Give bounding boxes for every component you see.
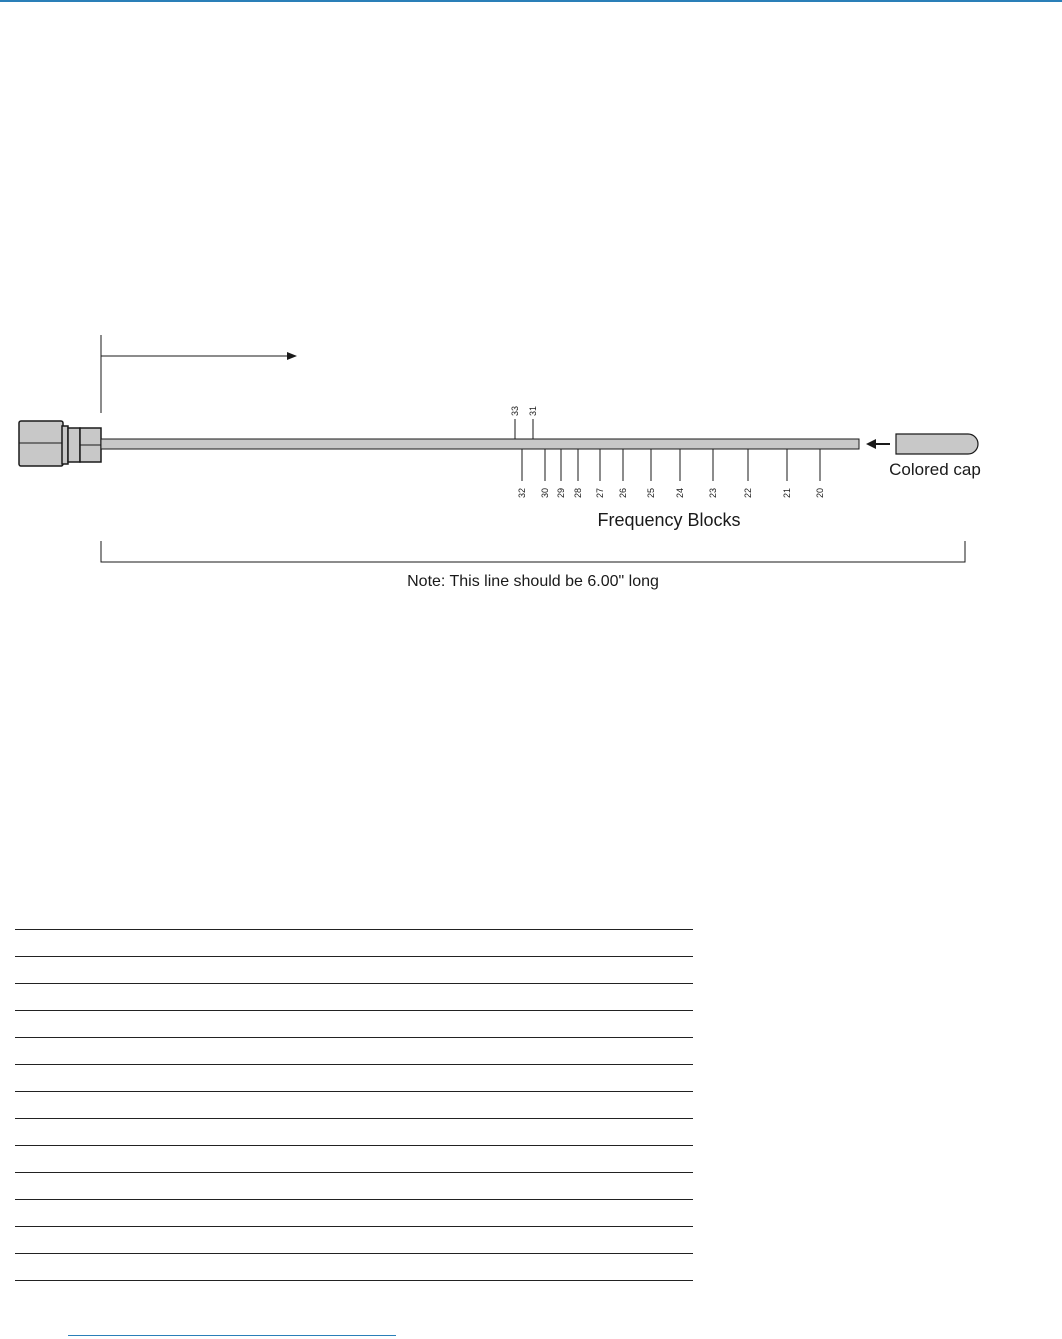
lower-tick-label: 21 bbox=[782, 487, 792, 498]
lower-tick-label: 30 bbox=[540, 487, 550, 498]
lower-tick-label: 23 bbox=[708, 487, 718, 498]
blank-line bbox=[15, 1172, 693, 1199]
blank-line bbox=[15, 1199, 693, 1226]
arrow-head-icon bbox=[866, 439, 876, 449]
antenna-rod bbox=[101, 439, 859, 449]
blank-line bbox=[15, 956, 693, 983]
lower-tick-label: 27 bbox=[595, 487, 605, 498]
upper-tick-label: 33 bbox=[510, 405, 520, 416]
lower-tick-label: 25 bbox=[646, 487, 656, 498]
length-note: Note: This line should be 6.00" long bbox=[407, 573, 659, 590]
connector-body bbox=[19, 421, 101, 466]
length-bracket bbox=[101, 541, 965, 562]
blank-lines bbox=[15, 929, 693, 1281]
blank-line bbox=[15, 1280, 693, 1281]
blank-line bbox=[15, 1253, 693, 1280]
blank-line bbox=[15, 1226, 693, 1253]
lower-tick-label: 22 bbox=[743, 487, 753, 498]
lower-tick-label: 20 bbox=[815, 487, 825, 498]
lower-tick-label: 24 bbox=[675, 487, 685, 498]
upper-tick-label: 31 bbox=[528, 405, 538, 416]
lower-tick-label: 29 bbox=[556, 487, 566, 498]
footer-rule bbox=[68, 1335, 396, 1336]
blank-line bbox=[15, 983, 693, 1010]
antenna-cut-diagram bbox=[0, 0, 1062, 620]
blank-line bbox=[15, 1010, 693, 1037]
blocks-label: Frequency Blocks bbox=[597, 510, 741, 530]
colored-cap bbox=[896, 434, 978, 454]
blank-line bbox=[15, 1064, 693, 1091]
lower-tick-label: 32 bbox=[517, 487, 527, 498]
blank-line bbox=[15, 1145, 693, 1172]
lower-frequency-ticks bbox=[517, 449, 825, 498]
lower-tick-label: 28 bbox=[573, 487, 583, 498]
blank-line bbox=[15, 929, 693, 956]
blank-line bbox=[15, 1037, 693, 1064]
blank-line bbox=[15, 1118, 693, 1145]
upper-frequency-ticks bbox=[510, 406, 538, 439]
blank-line bbox=[15, 1091, 693, 1118]
cap-label: Colored cap bbox=[889, 460, 981, 479]
lower-tick-label: 26 bbox=[618, 487, 628, 498]
